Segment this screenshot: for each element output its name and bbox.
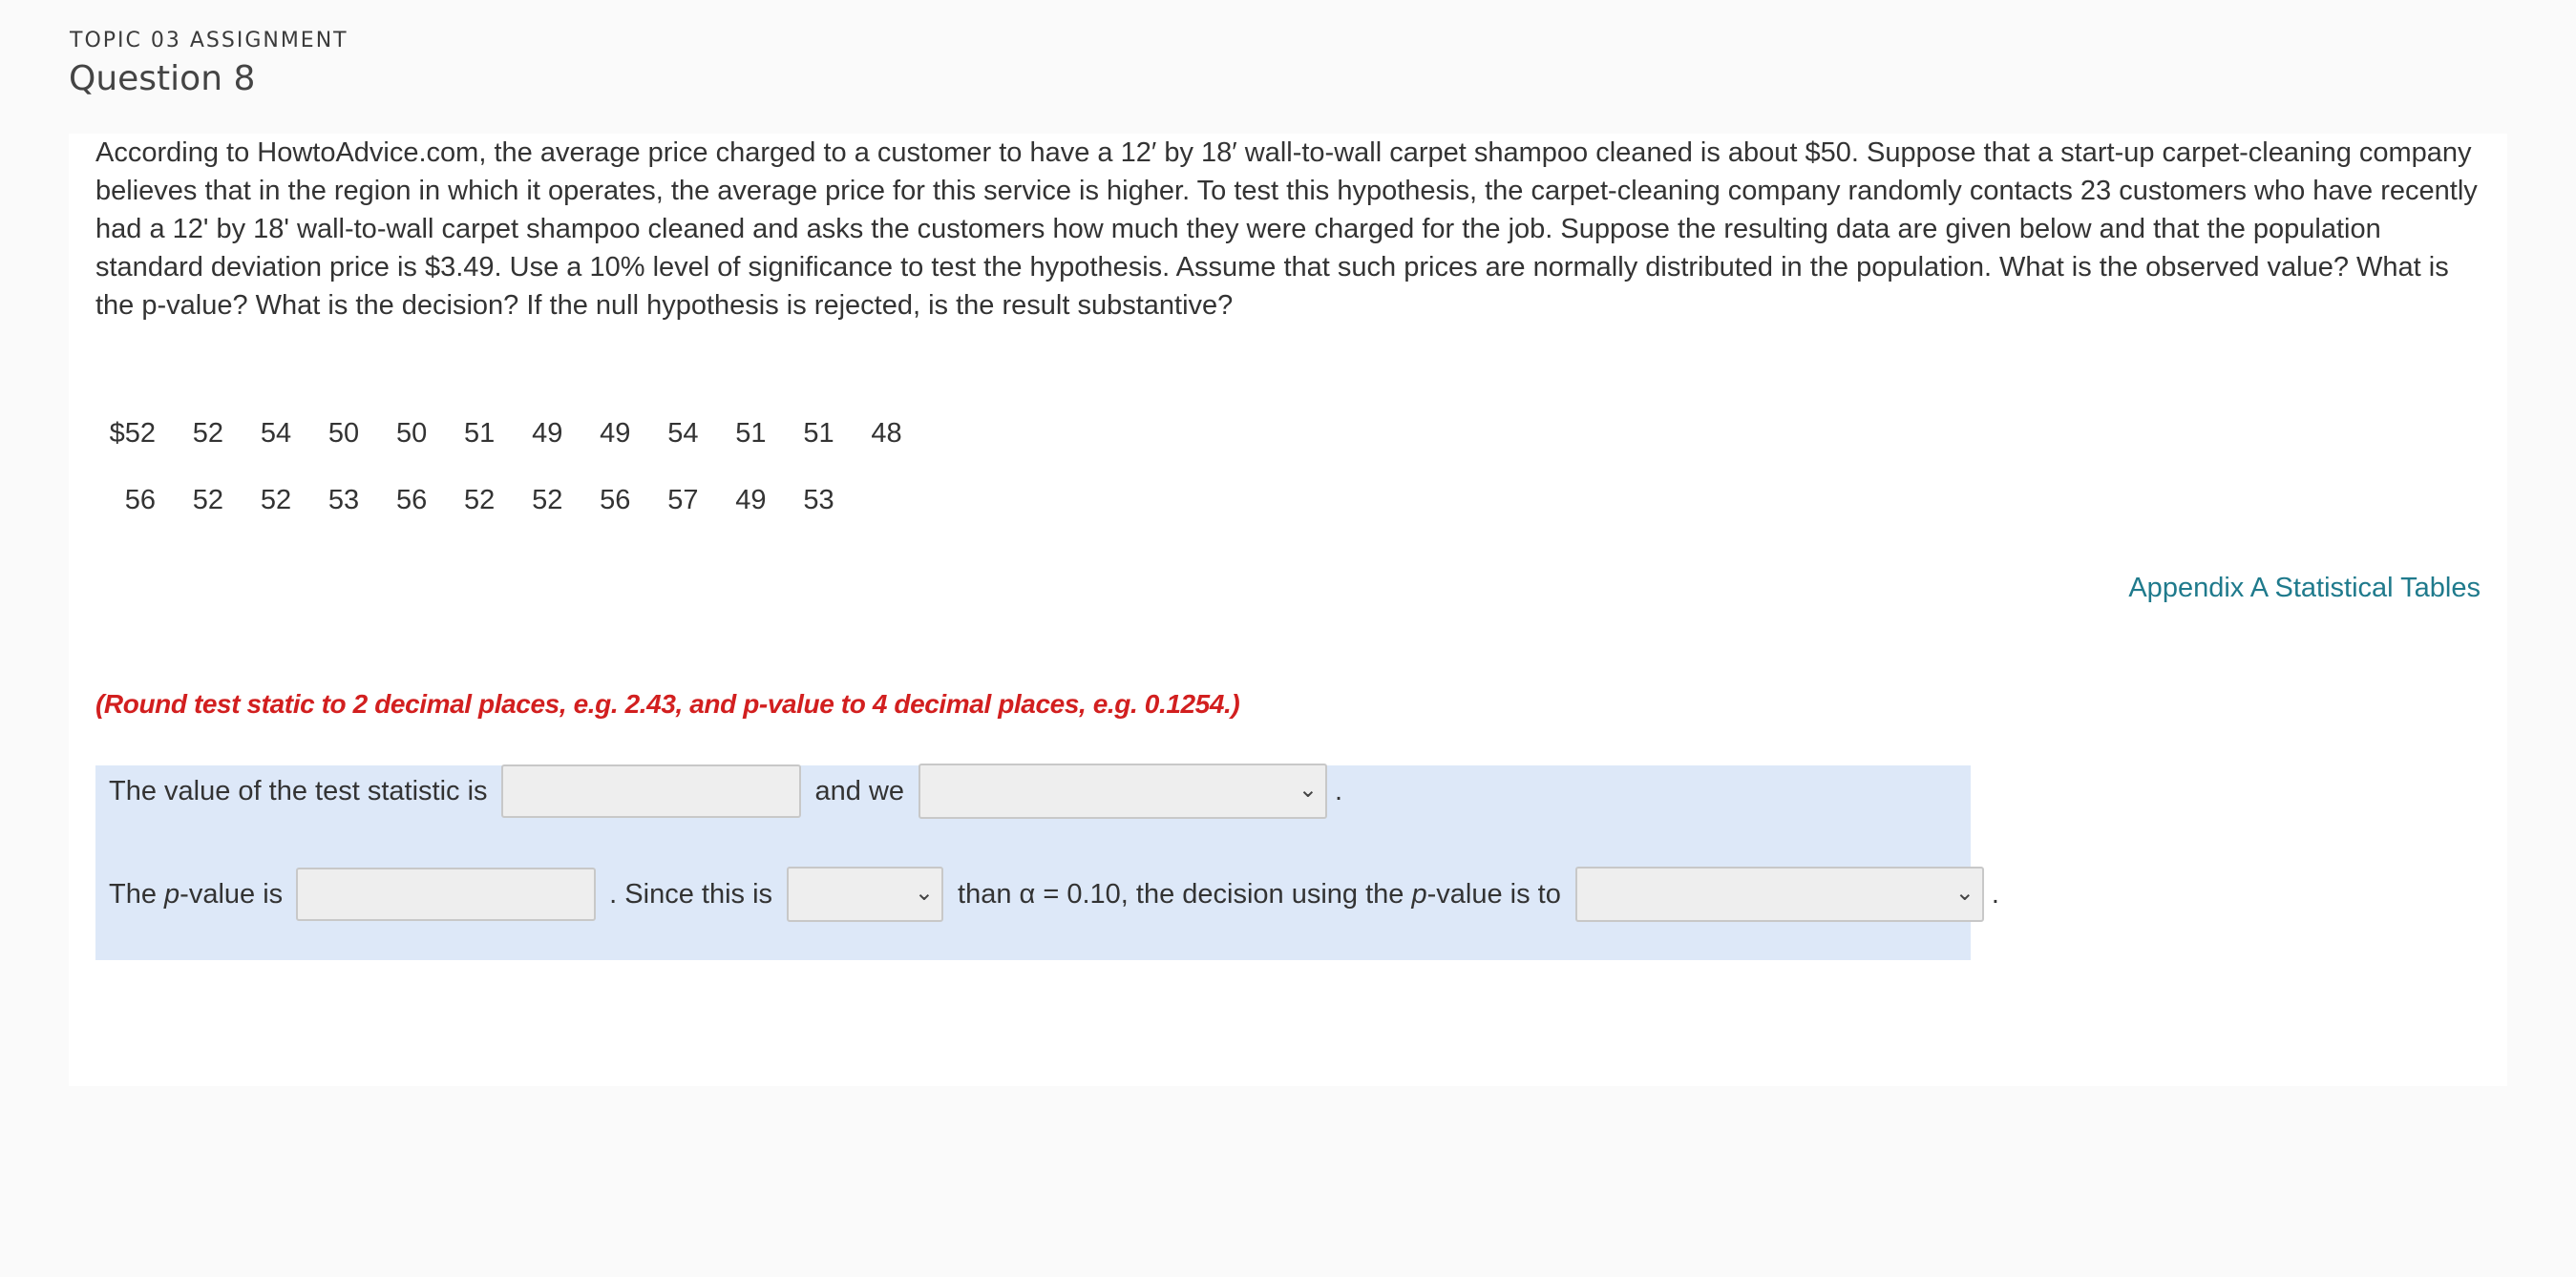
- rounding-instruction: (Round test static to 2 decimal places, e.g. 2.43, and p-value to 4 decimal places, e.g. 0.1254.): [95, 689, 1240, 719]
- data-value: 57: [667, 485, 699, 515]
- p-value-decision-select[interactable]: [1575, 867, 1984, 922]
- page-title: Question 8: [69, 59, 256, 98]
- decision-select[interactable]: [918, 764, 1327, 819]
- data-value: 56: [395, 485, 428, 515]
- data-value: 51: [735, 418, 767, 449]
- comparison-select[interactable]: [787, 867, 943, 922]
- data-value: 56: [600, 485, 631, 515]
- appendix-link[interactable]: Appendix A Statistical Tables: [2128, 573, 2481, 603]
- data-value: 53: [327, 485, 360, 515]
- assignment-eyebrow: TOPIC 03 ASSIGNMENT: [70, 29, 348, 52]
- data-value: 49: [600, 418, 631, 449]
- data-value: 51: [464, 418, 496, 449]
- answer-panel: [95, 765, 1999, 960]
- data-row-2: [95, 485, 834, 516]
- and-we-label: and we: [814, 775, 905, 806]
- data-value: 52: [192, 485, 224, 515]
- test-statistic-label: The value of the test statistic is: [109, 775, 488, 806]
- answer-line-1: [109, 764, 1342, 819]
- data-value: $52: [109, 418, 156, 449]
- data-value: 50: [395, 418, 428, 449]
- data-value: 54: [260, 418, 292, 449]
- data-value: 53: [803, 485, 834, 515]
- test-statistic-input[interactable]: [501, 764, 801, 818]
- period: .: [1335, 775, 1343, 806]
- since-label: . Since this is: [609, 878, 773, 910]
- chevron-down-icon: ⌄: [1298, 776, 1319, 803]
- data-value: 49: [735, 485, 767, 515]
- data-value: 49: [532, 418, 563, 449]
- period: .: [1991, 878, 1999, 910]
- data-row-1: [95, 418, 902, 450]
- data-value: 56: [124, 485, 156, 515]
- answer-line-2: [109, 867, 1999, 922]
- data-value: 48: [871, 418, 902, 449]
- data-value: 52: [464, 485, 496, 515]
- data-value: 51: [803, 418, 834, 449]
- problem-text: According to HowtoAdvice.com, the average price charged to a customer to have a 12′ by 18′ wall-to-wall carpet shampoo cleaned is about $50. Suppose that a start-up carpet-cleaning company believes that in the region in which it operates, the average price for this service is higher. To test this hypothesis, the carpet-cleaning company randomly contacts 23 customers who have recently had a 12' by 18' wall-to-wall carpet shampoo cleaned and asks the customers how much they were charged for the job. Suppose the resulting data are given below and that the population standard deviation price is $3.49. Use a 10% level of significance to test the hypothesis. Assume that such prices are normally distributed in the population. What is the observed value? What is the p-value? What is the decision? If the null hypothesis is rejected, is the result substantive?: [95, 137, 2478, 321]
- p-value-label: The p-value is: [109, 878, 284, 910]
- data-value: 52: [260, 485, 292, 515]
- than-alpha-label: than α = 0.10, the decision using the p-value is to: [958, 878, 1561, 910]
- data-value: 52: [532, 485, 563, 515]
- data-value: 52: [192, 418, 224, 449]
- data-value: 50: [327, 418, 360, 449]
- p-value-input[interactable]: [296, 868, 596, 921]
- data-value: 54: [667, 418, 699, 449]
- question-card: [69, 134, 2507, 1086]
- chevron-down-icon: ⌄: [1954, 879, 1974, 906]
- chevron-down-icon: ⌄: [914, 879, 935, 906]
